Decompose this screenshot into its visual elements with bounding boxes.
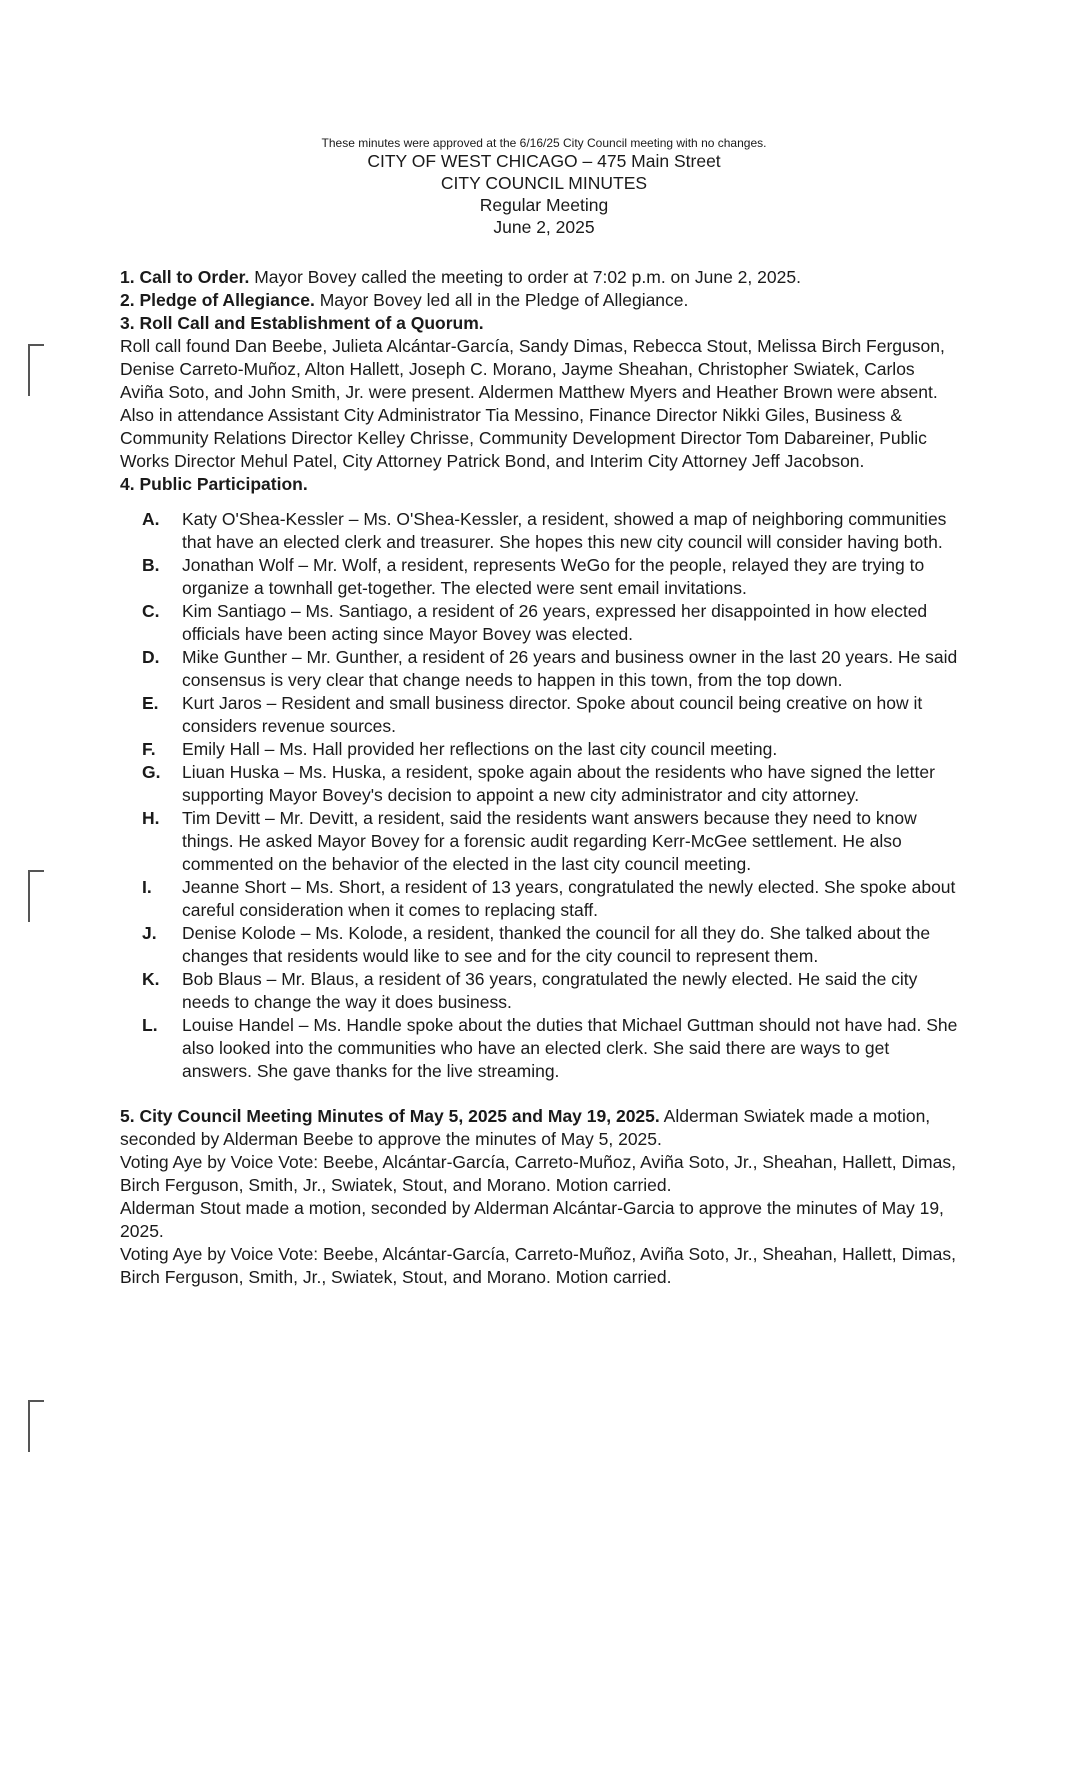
section-public-participation — [120, 473, 960, 496]
roll-call-present: Roll call found Dan Beebe, Julieta Alcántar-García, Sandy Dimas, Rebecca Stout, Melissa Birch Ferguson, Denise Carreto-Muñoz, Alton Hallett, Joseph C. Morano, Jayme Sheahan, Christopher Swiatek, Carlos Aviña Soto, and John Smith, Jr. were present. Aldermen Matthew Myers and Heather Brown were absent. — [120, 336, 945, 402]
list-letter: D. — [142, 647, 160, 667]
list-letter: H. — [142, 808, 160, 828]
section-call-to-order — [120, 266, 960, 289]
meeting-type: Regular Meeting — [479, 195, 609, 215]
list-text: Katy O'Shea-Kessler – Ms. O'Shea-Kessler, a resident, showed a map of neighboring communities that have an elected clerk and treasurer. She hopes this new city council will consider having both. — [182, 509, 947, 552]
roll-call-attendance: Also in attendance Assistant City Administrator Tia Messino, Finance Director Nikki Giles, Business & Community Relations Director Kelley Chrisse, Community Development Director Tom Dabareiner, Public Works Director Mehul Patel, City Attorney Patrick Bond, and Interim City Attorney Jeff Jacobson. — [120, 405, 927, 471]
list-item — [142, 922, 960, 968]
list-text: Bob Blaus – Mr. Blaus, a resident of 36 years, congratulated the newly elected. He said the city needs to change the way it does business. — [182, 969, 918, 1012]
list-letter: L. — [142, 1015, 158, 1035]
list-letter: K. — [142, 969, 160, 989]
section-heading: 1. Call to Order. — [120, 267, 250, 287]
list-text: Jonathan Wolf – Mr. Wolf, a resident, represents WeGo for the people, relayed they are trying to organize a townhall get-together. The elected were sent email invitations. — [182, 555, 925, 598]
public-participation-list — [142, 508, 960, 1083]
list-item — [142, 600, 960, 646]
minutes-header — [0, 136, 1088, 238]
list-item — [142, 508, 960, 554]
vote-result: Voting Aye by Voice Vote: Beebe, Alcántar-García, Carreto-Muñoz, Aviña Soto, Jr., Sheahan, Hallett, Dimas, Birch Ferguson, Smith, Jr., Swiatek, Stout, and Morano. Motion carried. — [120, 1244, 956, 1287]
section-text: Mayor Bovey called the meeting to order at 7:02 p.m. on June 2, 2025. — [249, 267, 801, 287]
meeting-date: June 2, 2025 — [493, 217, 595, 237]
list-item — [142, 738, 960, 761]
list-text: Louise Handel – Ms. Handle spoke about the duties that Michael Guttman should not have had. She also looked into the communities who have an elected clerk. She said there are ways to get answers. She gave thanks for the live streaming. — [182, 1015, 958, 1081]
list-item — [142, 1014, 960, 1083]
section-heading: 5. City Council Meeting Minutes of May 5, 2025 and May 19, 2025. — [120, 1106, 660, 1126]
section-heading: 4. Public Participation. — [120, 474, 308, 494]
list-letter: C. — [142, 601, 160, 621]
motion-text: Alderman Swiatek made a motion, seconded by Alderman Beebe to approve the minutes of May 5, 2025. — [120, 1106, 931, 1149]
list-letter: G. — [142, 762, 161, 782]
list-text: Emily Hall – Ms. Hall provided her reflections on the last city council meeting. — [182, 739, 778, 759]
list-letter: B. — [142, 555, 160, 575]
list-item — [142, 968, 960, 1014]
list-item — [142, 876, 960, 922]
section-minutes — [120, 1105, 960, 1151]
binder-punch-mark — [28, 870, 44, 922]
list-text: Jeanne Short – Ms. Short, a resident of 13 years, congratulated the newly elected. She spoke about careful consideration when it comes to replacing staff. — [182, 877, 956, 920]
list-text: Kim Santiago – Ms. Santiago, a resident of 26 years, expressed her disappointed in how elected officials have been acting since Mayor Bovey was elected. — [182, 601, 928, 644]
section-pledge — [120, 289, 960, 312]
approval-note: These minutes were approved at the 6/16/25 City Council meeting with no changes. — [321, 136, 767, 150]
list-letter: J. — [142, 923, 157, 943]
binder-punch-mark — [28, 1400, 44, 1452]
document-title: CITY COUNCIL MINUTES — [440, 173, 648, 193]
list-text: Liuan Huska – Ms. Huska, a resident, spoke again about the residents who have signed the letter supporting Mayor Bovey's decision to appoint a new city administrator and city attorney. — [182, 762, 935, 805]
list-letter: F. — [142, 739, 156, 759]
list-letter: E. — [142, 693, 159, 713]
list-text: Tim Devitt – Mr. Devitt, a resident, said the residents want answers because they need to know things. He asked Mayor Bovey for a forensic audit regarding Kerr-McGee settlement. He also commented on the behavior of the elected in the last city council meeting. — [182, 808, 917, 874]
list-item — [142, 554, 960, 600]
list-item — [142, 692, 960, 738]
binder-punch-mark — [28, 344, 44, 396]
motion-text: Alderman Stout made a motion, seconded by Alderman Alcántar-Garcia to approve the minutes of May 19, 2025. — [120, 1198, 944, 1241]
city-line: CITY OF WEST CHICAGO – 475 Main Street — [367, 151, 721, 171]
list-item — [142, 807, 960, 876]
list-text: Denise Kolode – Ms. Kolode, a resident, thanked the council for all they do. She talked about the changes that residents would like to see and for the city council to represent them. — [182, 923, 931, 966]
section-text: Mayor Bovey led all in the Pledge of Allegiance. — [314, 290, 689, 310]
list-letter: I. — [142, 877, 152, 897]
list-text: Mike Gunther – Mr. Gunther, a resident of 26 years and business owner in the last 20 years. He said consensus is very clear that change needs to happen in this town, from the top down. — [182, 647, 958, 690]
list-item — [142, 761, 960, 807]
section-roll-call — [120, 312, 960, 335]
section-heading: 2. Pledge of Allegiance. — [120, 290, 315, 310]
list-letter: A. — [142, 509, 160, 529]
list-text: Kurt Jaros – Resident and small business director. Spoke about council being creative on how it considers revenue sources. — [182, 693, 923, 736]
minutes-body — [120, 266, 960, 1289]
list-item — [142, 646, 960, 692]
section-heading: 3. Roll Call and Establishment of a Quorum. — [120, 313, 484, 333]
vote-result: Voting Aye by Voice Vote: Beebe, Alcántar-García, Carreto-Muñoz, Aviña Soto, Jr., Sheahan, Hallett, Dimas, Birch Ferguson, Smith, Jr., Swiatek, Stout, and Morano. Motion carried. — [120, 1152, 956, 1195]
